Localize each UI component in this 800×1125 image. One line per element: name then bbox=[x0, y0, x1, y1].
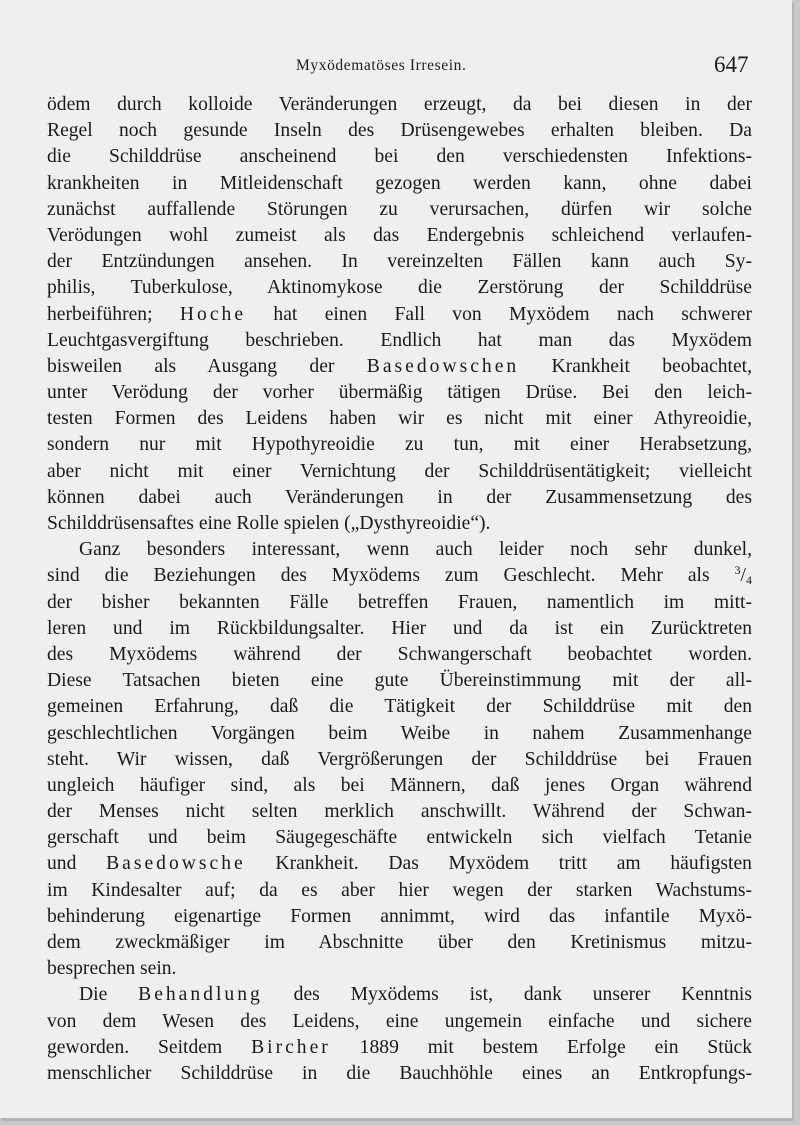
text-line: ödem durch kolloide Veränderungen erzeugt, da bei diesen in der bbox=[47, 94, 752, 115]
text-line: des Myxödems während der Schwangerschaft beobachtet worden. bbox=[47, 643, 752, 665]
fraction-denominator: 4 bbox=[746, 573, 752, 588]
text-line: die Schilddrüse anscheinend bei den verschiedensten Infektions- bbox=[47, 146, 752, 168]
text-line: leren und im Rückbildungsalter. Hier und da ist ein Zurücktreten bbox=[47, 617, 752, 639]
text-line bbox=[47, 851, 752, 877]
text-segment: Die bbox=[79, 984, 108, 1006]
text-line bbox=[47, 302, 752, 328]
text-line: können dabei auch Veränderungen in der Zusammensetzung des bbox=[47, 486, 752, 508]
text-segment: und bbox=[47, 853, 77, 875]
fraction bbox=[735, 565, 752, 586]
text-line bbox=[47, 1035, 752, 1061]
text-line: dem zweckmäßiger im Abschnitte über den Kretinismus mitzu- bbox=[47, 932, 752, 953]
text-line: Diese Tatsachen bieten eine gute Übereinstimmung mit der all- bbox=[47, 670, 752, 692]
text-line bbox=[47, 982, 752, 1008]
text-line: im Kindesalter auf; da es aber hier wegen der starken Wachstums- bbox=[47, 879, 752, 901]
author-name-bircher: Bircher bbox=[251, 1036, 331, 1058]
text-segment: 1889 mit bestem Erfolge ein Stück bbox=[359, 1036, 752, 1058]
text-segment: Krankheit. Das Myxödem tritt am häufigsten bbox=[275, 853, 752, 875]
text-segment: Krankheit beobachtet, bbox=[551, 355, 752, 377]
text-line bbox=[47, 354, 752, 380]
text-line: geschlechtlichen Vorgängen beim Weibe in nahem Zusammenhange bbox=[47, 722, 752, 744]
emphasis-basedowsche: Basedowsche bbox=[106, 853, 246, 875]
running-title: Myxödematöses Irresein. bbox=[296, 57, 467, 74]
text-segment: bisweilen als Ausgang der bbox=[47, 355, 335, 377]
fraction-slash: / bbox=[740, 565, 746, 587]
text-segment: des Myxödems ist, dank unserer Kenntnis bbox=[293, 984, 752, 1006]
text-line: philis, Tuberkulose, Aktinomykose die Zerstörung der Schilddrüse bbox=[47, 277, 752, 299]
text-segment: hat einen Fall von Myxödem nach schwerer bbox=[273, 303, 752, 325]
text-segment: geworden. Seitdem bbox=[47, 1036, 223, 1058]
text-line: testen Formen des Leidens haben wir es nicht mit einer Athyreoidie, bbox=[47, 408, 752, 430]
text-line: der bisher bekannten Fälle betreffen Frauen, namentlich im mitt- bbox=[47, 591, 752, 613]
text-segment: herbeiführen; bbox=[47, 303, 153, 325]
text-line: Leuchtgasvergiftung beschrieben. Endlich hat man das Myxödem bbox=[47, 329, 752, 351]
text-segment: sind die Beziehungen des Myxödems zum Geschlecht. Mehr als bbox=[47, 565, 710, 587]
fraction-numerator: 3 bbox=[734, 563, 741, 578]
text-line: der Entzündungen ansehen. In vereinzelten Fällen kann auch Sy- bbox=[47, 251, 752, 273]
text-line: Verödungen wohl zumeist als das Endergebnis schleichend verlaufen- bbox=[47, 224, 752, 246]
emphasis-behandlung: Behandlung bbox=[138, 984, 263, 1006]
text-line: ungleich häufiger sind, als bei Männern, daß jenes Organ während bbox=[47, 774, 752, 796]
text-line bbox=[47, 563, 752, 589]
text-line: gemeinen Erfahrung, daß die Tätigkeit der Schilddrüse mit den bbox=[47, 696, 752, 718]
text-line: menschlicher Schilddrüse in die Bauchhöhle eines an Entkropfungs- bbox=[47, 1062, 752, 1084]
text-line: Ganz besonders interessant, wenn auch leider noch sehr dunkel, bbox=[79, 539, 752, 561]
text-line: zunächst auffallende Störungen zu verursachen, dürfen wir solche bbox=[47, 198, 752, 220]
text-line: krankheiten in Mitleidenschaft gezogen werden kann, ohne dabei bbox=[47, 172, 752, 194]
text-line: der Menses nicht selten merklich anschwillt. Während der Schwan- bbox=[47, 801, 752, 823]
text-line: behinderung eigenartige Formen annimmt, wird das infantile Myxö- bbox=[47, 905, 752, 927]
body-text bbox=[47, 92, 752, 1087]
text-line: Regel noch gesunde Inseln des Drüsengewebes erhalten bleiben. Da bbox=[47, 120, 752, 142]
emphasis-basedowschen: Basedowschen bbox=[366, 355, 520, 377]
text-line: sondern nur mit Hypothyreoidie zu tun, mit einer Herabsetzung, bbox=[47, 434, 752, 456]
text-line: aber nicht mit einer Vernichtung der Schilddrüsentätigkeit; vielleicht bbox=[47, 460, 752, 482]
page-number: 647 bbox=[714, 52, 749, 77]
text-line: besprechen sein. bbox=[47, 958, 177, 980]
text-line: gerschaft und beim Säugegeschäfte entwickeln sich vielfach Tetanie bbox=[47, 827, 752, 849]
text-line: unter Verödung der vorher übermäßig tätigen Drüse. Bei den leich- bbox=[47, 382, 752, 404]
text-line: von dem Wesen des Leidens, eine ungemein einfache und sichere bbox=[47, 1010, 752, 1032]
author-name-hoche: Hoche bbox=[179, 303, 247, 325]
text-line: Schilddrüsensaftes eine Rolle spielen („Dysthyreoidie“). bbox=[47, 513, 491, 534]
text-line: steht. Wir wissen, daß Vergrößerungen der Schilddrüse bei Frauen bbox=[47, 748, 752, 770]
